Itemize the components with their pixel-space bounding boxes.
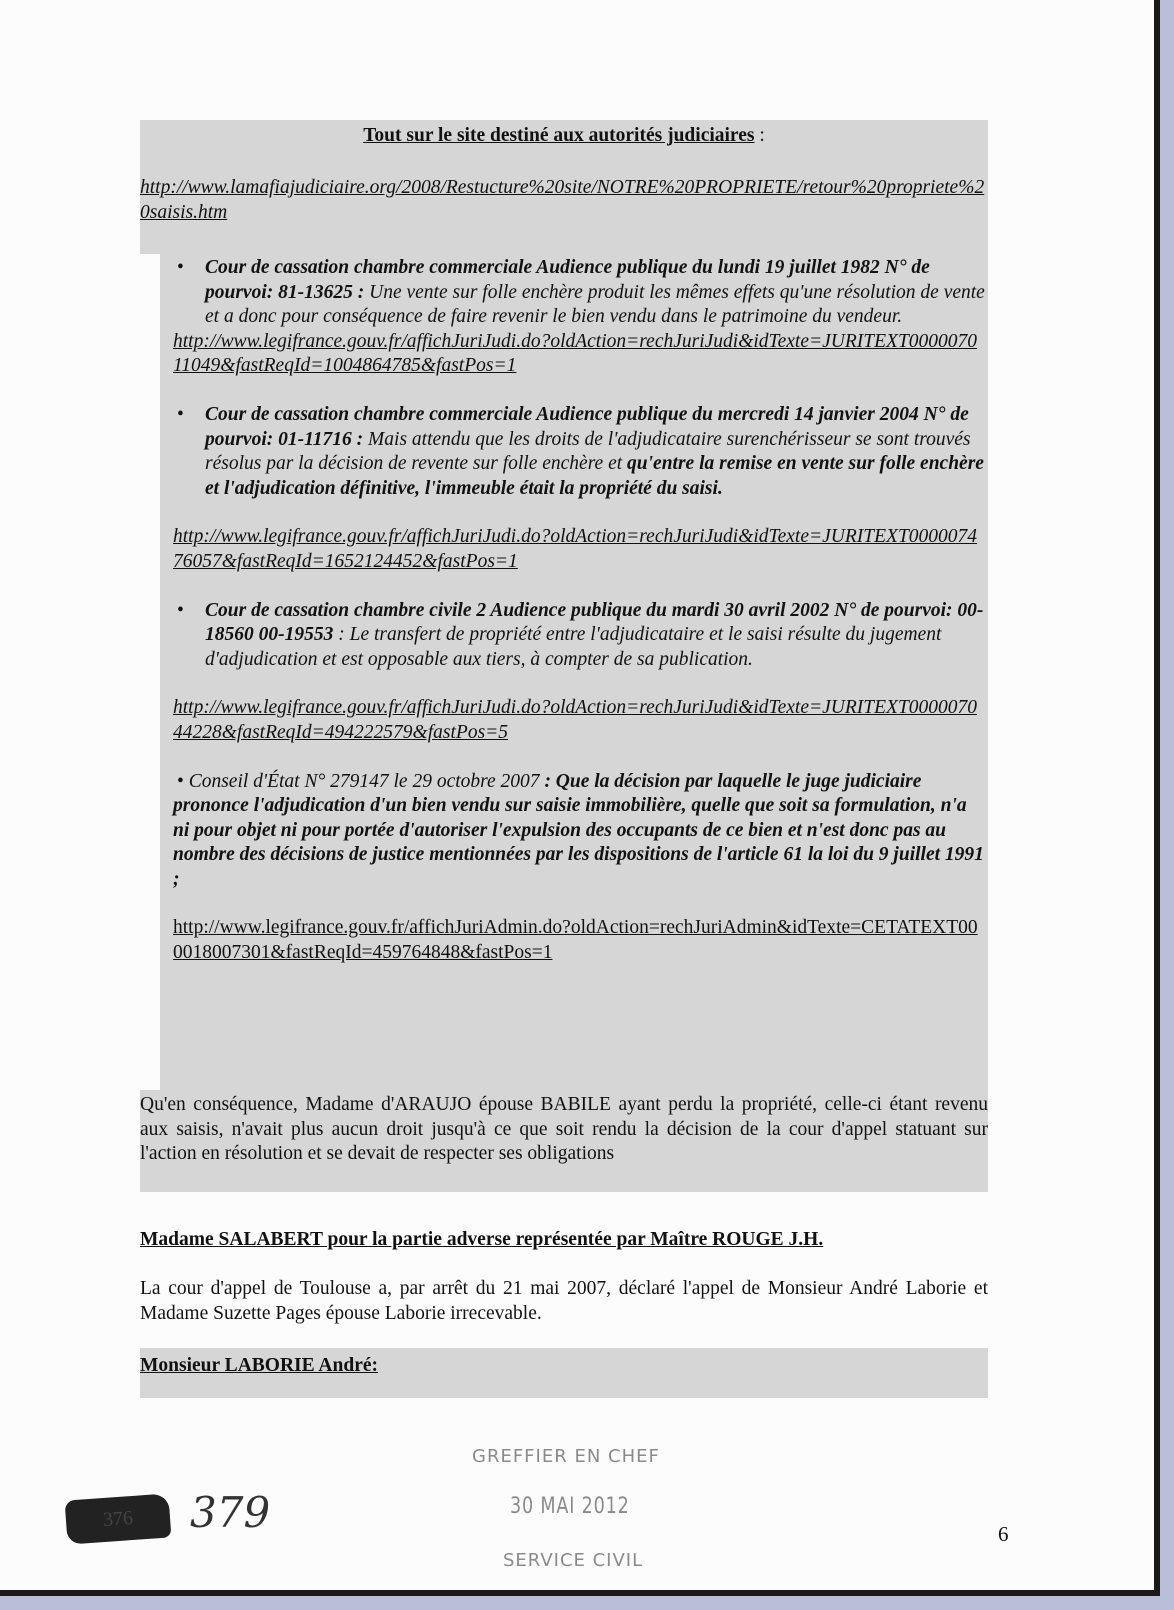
item-heading: Cour de cassation chambre commerciale Audience publique du mercredi 14 janvier 2004 N° de pourvoi: 01-11716 : <box>205 403 969 450</box>
legifrance-link[interactable]: http://www.legifrance.gouv.fr/affichJuriAdmin.do?oldAction=rechJuriAdmin&idTexte=CETATEXT000018007301&fastReqId=459764848&fastPos=1 <box>173 917 978 964</box>
bullet-icon: • <box>177 770 184 792</box>
bullet-icon: • <box>177 403 184 425</box>
jurisprudence-list <box>173 256 985 990</box>
handwritten-page-number: 379 <box>190 1488 271 1537</box>
list-item <box>173 770 985 966</box>
section-title-laborie: Monsieur LABORIE André: <box>140 1355 378 1376</box>
stamp-date: 30 MAI 2012 <box>510 1494 630 1519</box>
item-heading: Cour de cassation chambre commerciale Audience publique du lundi 19 juillet 1982 N° de pourvoi: 81-13625 : <box>205 257 930 303</box>
item-text: Une vente sur folle enchère produit les mêmes effets qu'une résolution de vente et a donc pour conséquence de faire revenir le bien vendu dans le patrimoine du vendeur. <box>205 281 985 328</box>
stamp-greffier: GREFFIER EN CHEF <box>472 1446 660 1467</box>
page-number: 6 <box>998 1522 1009 1546</box>
heading-colon: : <box>754 125 765 146</box>
item-emphasis: : Que la décision par laquelle le juge judiciaire prononce l'adjudication d'un bien vendu sur saisie immobilière, quelle que soit sa formulation, n'a ni pour objet ni pour portée d'autoriser l'expulsion des occupants de ce bien et n'est donc pas au nombre des décisions de justice mentionnées par les dispositions de l'article 61 la loi du 9 juillet 1991 ; <box>173 770 984 890</box>
item-text: : Le transfert de propriété entre l'adjudicataire et le saisi résulte du jugement d'adjudication et est opposable aux tiers, à compter de sa publication. <box>205 624 942 670</box>
list-item <box>173 256 985 379</box>
item-emphasis: qu'entre la remise en vente sur folle enchère et l'adjudication définitive, l'immeuble était la propriété du saisi. <box>205 453 984 499</box>
legifrance-link[interactable]: http://www.legifrance.gouv.fr/affichJuriJudi.do?oldAction=rechJuriJudi&idTexte=JURITEXT000007476057&fastReqId=1652124452&fastPos=1 <box>173 526 978 572</box>
section-title-salabert: Madame SALABERT pour la partie adverse représentée par Maître ROUGE J.H. <box>140 1229 824 1250</box>
list-item <box>173 599 985 746</box>
bullet-icon: • <box>177 599 184 621</box>
legifrance-link[interactable]: http://www.legifrance.gouv.fr/affichJuriJudi.do?oldAction=rechJuriJudi&idTexte=JURITEXT000007011049&fastReqId=1004864785&fastPos=1 <box>173 330 978 377</box>
stamp-service: SERVICE CIVIL <box>503 1550 644 1571</box>
bullet-icon: • <box>177 257 184 278</box>
site-link-block <box>140 176 985 225</box>
list-item <box>173 403 985 575</box>
conclusion-paragraph: Qu'en conséquence, Madame d'ARAUJO épouse BABILE ayant perdu la propriété, celle-ci étant revenu aux saisis, n'avait plus aucun droit jusqu'à ce que soit rendu la décision de la cour d'appel statuant sur l'action en résolution et se devait de respecter ses obligations <box>140 1094 988 1165</box>
legifrance-link[interactable]: http://www.legifrance.gouv.fr/affichJuriJudi.do?oldAction=rechJuriJudi&idTexte=JURITEXT000007044228&fastReqId=494222579&fastPos=5 <box>173 697 978 743</box>
heading-title: Tout sur le site destiné aux autorités judiciaires <box>363 125 755 146</box>
blotted-number: 376 <box>65 1493 172 1544</box>
item-text: Mais attendu que les droits de l'adjudicataire surenchérisseur se sont trouvés résolus par la décision de revente sur folle enchère et <box>205 428 971 475</box>
site-link[interactable]: http://www.lamafiajudiciaire.org/2008/Restucture%20site/NOTRE%20PROPRIETE/retour%20propriete%20saisis.htm <box>140 177 985 223</box>
section-text-salabert: La cour d'appel de Toulouse a, par arrêt du 21 mai 2007, déclaré l'appel de Monsieur André Laborie et Madame Suzette Pages épouse Laborie irrecevable. <box>140 1278 988 1324</box>
item-heading: Cour de cassation chambre civile 2 Audience publique du mardi 30 avril 2002 N° de pourvoi: 00-18560 00-19553 <box>205 599 984 646</box>
page-heading <box>140 124 988 149</box>
item-heading: Conseil d'État N° 279147 le 29 octobre 2007 <box>188 770 540 792</box>
